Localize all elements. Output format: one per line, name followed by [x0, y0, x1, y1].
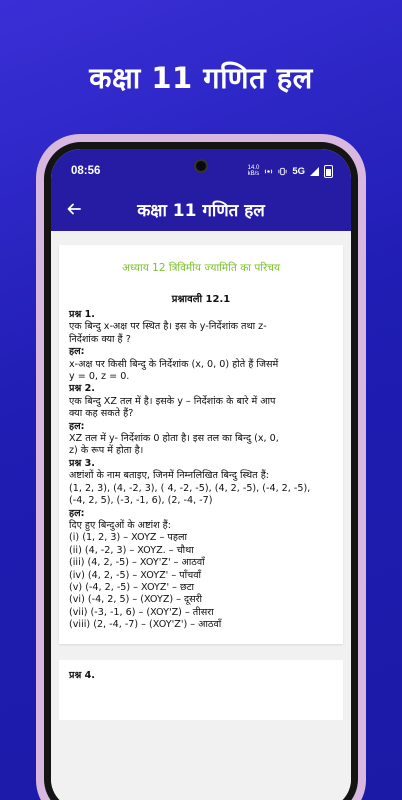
octant-item: (iii) (4, 2, -5) – XOY'Z' – आठवाँ [69, 557, 205, 569]
exercise-title: प्रश्नावली 12.1 [171, 294, 231, 305]
text-line: y = 0, z = 0. [69, 371, 130, 383]
text-line: निर्देशांक क्या हैं ? [69, 333, 131, 345]
text-line: (1, 2, 3), (4, -2, 3), ( 4, -2, -5), (4, 2, -5), (-4, 2, -5), [69, 482, 311, 494]
octant-item: (vi) (-4, 2, 5) – (XOYZ) – दूसरी [69, 594, 203, 606]
text-line: दिए हुए बिन्दुओं के अष्टांश हैं: [69, 519, 171, 531]
text-line: XZ तल में y- निर्देशांक 0 होता है। इस तल का बिन्दु (x, 0, [69, 433, 279, 445]
text-line: क्या कह सकते हैं? [69, 408, 134, 420]
app-bar [51, 187, 351, 231]
promo-title: कक्षा 11 गणित हल [89, 61, 313, 95]
answer-label: हल: [69, 507, 85, 519]
status-time: 08:56 [71, 165, 101, 177]
network-speed-value: 14.0 [247, 165, 260, 171]
status-bar [51, 149, 351, 187]
back-arrow-icon[interactable] [63, 198, 85, 220]
solution-card [59, 245, 343, 644]
question-label: प्रश्न 2. [69, 383, 95, 395]
phone-screen [51, 149, 351, 800]
content-area[interactable] [51, 231, 351, 800]
octant-item: (viii) (2, -4, -7) – (XOY'Z') – आठवाँ [69, 619, 222, 631]
text-line: (-4, 2, 5), (-3, -1, 6), (2, -4, -7) [69, 495, 213, 507]
text-line: x-अक्ष पर किसी बिन्दु के निर्देशांक (x, 0, 0) होते हैं जिसमें [69, 358, 279, 370]
solution-text [69, 309, 333, 632]
app-bar-title: कक्षा 11 गणित हल [137, 200, 265, 221]
octant-item: (iv) (4, 2, -5) – XOYZ' – पाँचवाँ [69, 569, 202, 581]
network-type: 5G [292, 165, 305, 177]
text-line: अष्टांशों के नाम बताइए, जिनमें निम्नलिखित बिन्दु स्थित हैं: [69, 470, 270, 482]
octant-item: (i) (1, 2, 3) – XOYZ – पहला [69, 532, 187, 544]
network-speed [248, 165, 260, 177]
question-label: प्रश्न 1. [69, 309, 95, 320]
answer-label: हल: [69, 420, 85, 432]
chapter-title: अध्याय 12 त्रिविमीय ज्यामिति का परिचय [121, 262, 281, 274]
signal-icon [310, 167, 319, 176]
text-line: एक बिन्दु XZ तल में है। इसके y – निर्देशांक के बारे में आप [69, 395, 276, 407]
text-line: z) के रूप में होता है। [69, 445, 144, 457]
network-speed-unit: kB/s [247, 171, 260, 177]
answer-label: हल: [69, 346, 85, 358]
next-solution-card [59, 660, 343, 720]
status-icons [248, 165, 333, 178]
front-camera [194, 159, 208, 173]
battery-icon [324, 165, 333, 178]
phone-bezel [44, 142, 358, 800]
octant-item: (vii) (-3, -1, 6) – (XOY'Z) – तीसरा [69, 606, 214, 618]
question-label: प्रश्न 4. [69, 669, 95, 681]
hotspot-icon [264, 167, 273, 176]
question-label: प्रश्न 3. [69, 457, 95, 469]
octant-item: (v) (-4, 2, -5) – XOYZ' – छटा [69, 581, 195, 593]
text-line: एक बिन्दु x-अक्ष पर स्थित है। इस के y-निर्देशांक तथा z- [69, 321, 267, 333]
phone-frame [36, 134, 366, 800]
vibrate-icon [278, 167, 287, 176]
octant-item: (ii) (4, -2, 3) – XOYZ. – चौथा [69, 544, 194, 556]
